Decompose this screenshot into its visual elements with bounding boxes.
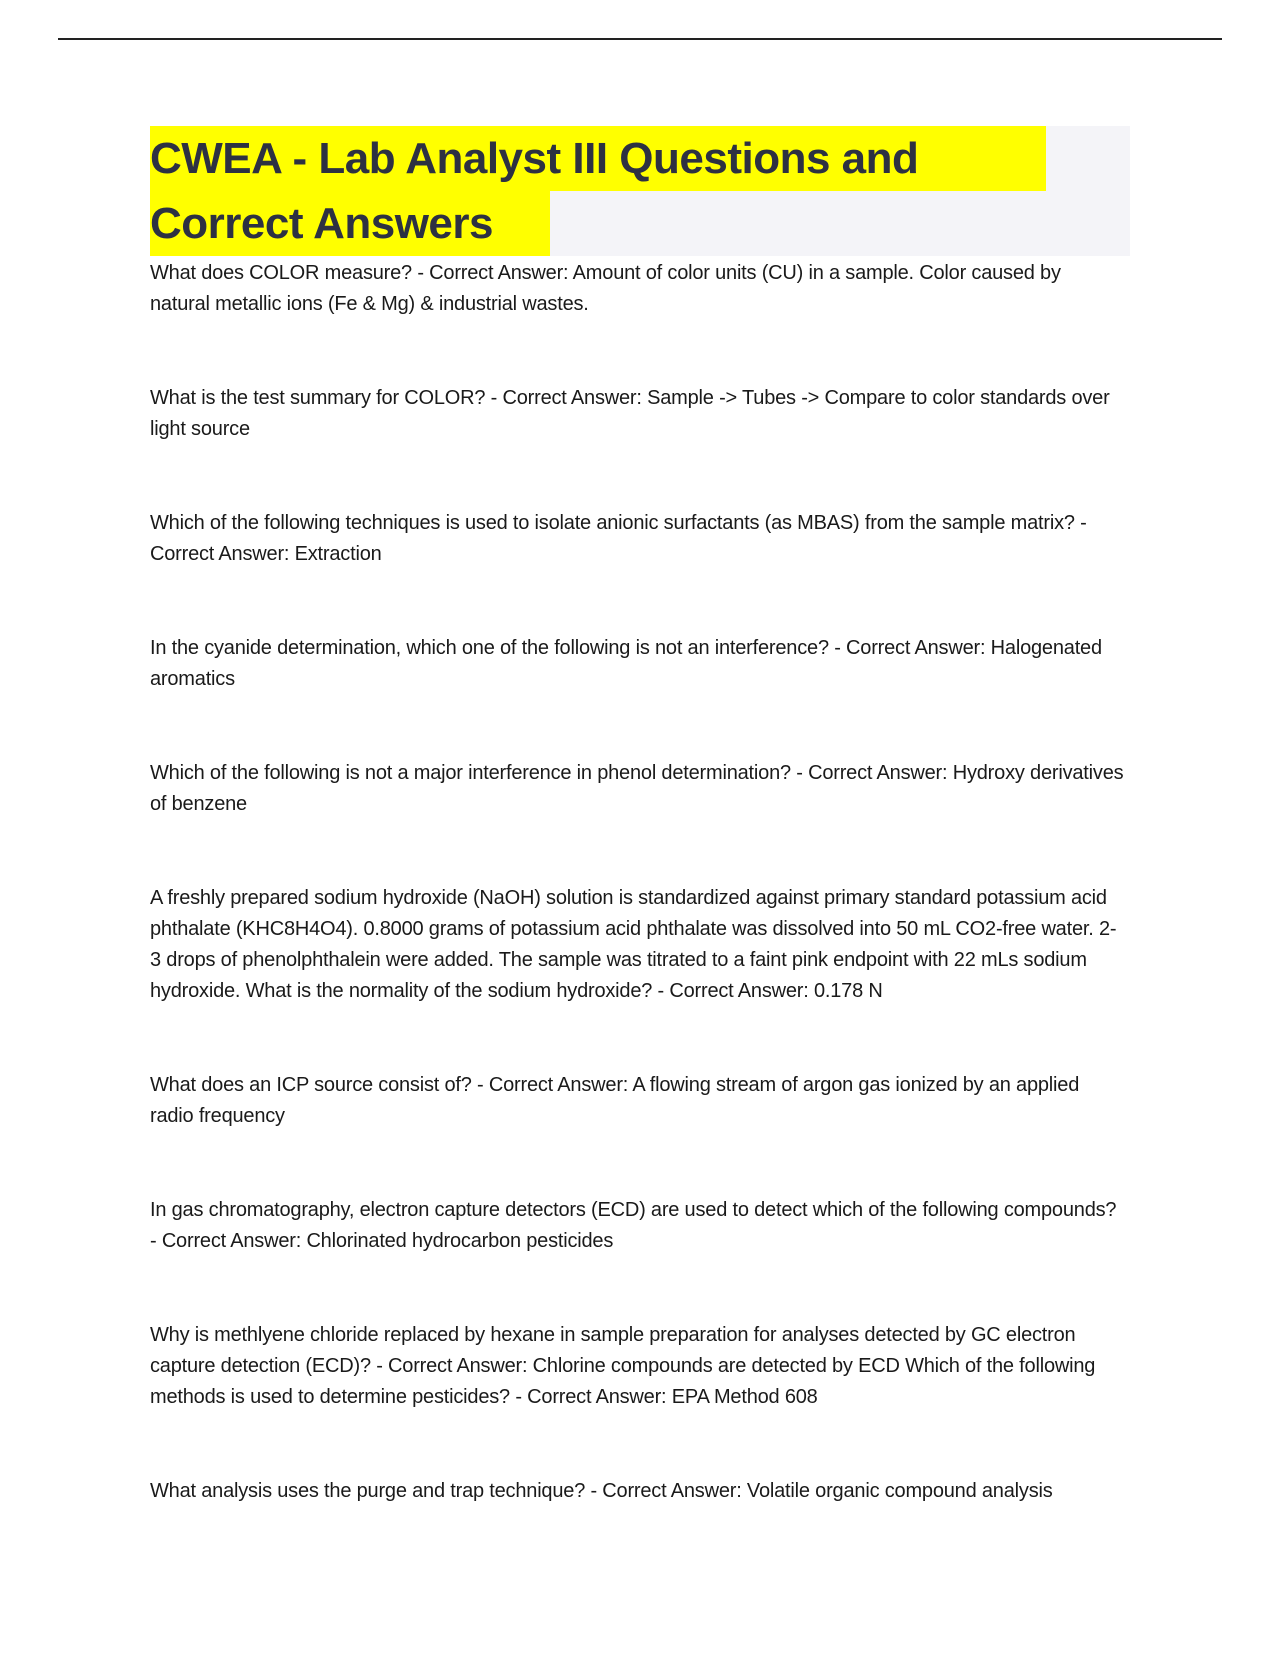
qa-item: Why is methlyene chloride replaced by hexane in sample preparation for analyses detected by GC electron capture detection (ECD)? - Correct Answer: Chlorine compounds are detected by ECD Which of the following methods is used to determine pesticides? - Correct Answer: EPA Method 608 (150, 1324, 1096, 1408)
qa-item: What does an ICP source consist of? - Correct Answer: A flowing stream of argon gas ionized by an applied radio frequency (150, 1074, 1080, 1127)
header-rule (58, 38, 1222, 40)
qa-item: In gas chromatography, electron capture detectors (ECD) are used to detect which of the following compounds? - Correct Answer: Chlorinated hydrocarbon pesticides (150, 1199, 1117, 1252)
title-line-2 (150, 191, 1130, 256)
qa-item: What analysis uses the purge and trap technique? - Correct Answer: Volatile organic compound analysis (150, 1480, 1053, 1502)
title-line-1-text: CWEA - Lab Analyst III Questions and (150, 126, 1046, 191)
document-title (150, 126, 1130, 256)
qa-item: A freshly prepared sodium hydroxide (NaOH) solution is standardized against primary standard potassium acid phthalate (KHC8H4O4). 0.8000 grams of potassium acid phthalate was dissolved into 50 mL CO2-free water. 2-3 drops of phenolphthalein were added. The sample was titrated to a faint pink endpoint with 22 mLs sodium hydroxide. What is the normality of the sodium hydroxide? - Correct Answer: 0.178 N (150, 887, 1117, 1002)
title-line-1 (150, 126, 1130, 191)
title-block (150, 126, 1130, 256)
qa-item: What does COLOR measure? - Correct Answer: Amount of color units (CU) in a sample. Color caused by natural metallic ions (Fe & Mg) & industrial wastes. (150, 262, 1061, 315)
title-line-2-text: Correct Answers (150, 191, 550, 256)
qa-item: In the cyanide determination, which one of the following is not an interference? - Correct Answer: Halogenated aromatics (150, 637, 1102, 690)
qa-item: What is the test summary for COLOR? - Correct Answer: Sample -> Tubes -> Compare to color standards over light source (150, 387, 1110, 440)
qa-item: Which of the following is not a major interference in phenol determination? - Correct Answer: Hydroxy derivatives of benzene (150, 762, 1124, 815)
qa-item: Which of the following techniques is used to isolate anionic surfactants (as MBAS) from the sample matrix? - Correct Answer: Extraction (150, 512, 1087, 565)
qa-list (150, 258, 1125, 1570)
